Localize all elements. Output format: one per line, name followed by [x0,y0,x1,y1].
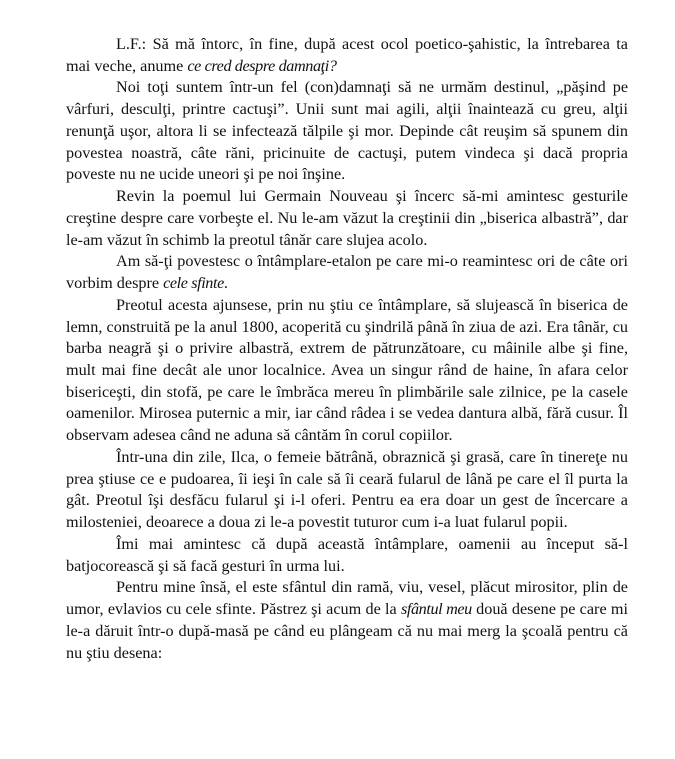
text-segment: Îmi mai amintesc că după această întâmplare, oamenii au început să-l batjocorească şi să facă gesturi în urma lui. [66,534,628,575]
paragraph-priest-description [66,295,628,447]
text-segment: Preotul acesta ajunsese, prin nu ştiu ce întâmplare, să slujească în biserica de lemn, construită pe la anul 1800, acoperită cu şindrilă până în ziua de azi. Era tânăr, cu barba neagră şi o privire albastră, extrem de pătrunzătoare, cu mâinile albe şi fine, mult mai fine decât ale unor localnice. Avea un singur rând de haine, în afara celor bisericeşti, din stofă, pe care le îmbrăca mereu în plimbările sale zilnice, pe la casele oamenilor. Mirosea puternic a mir, iar când râdea i se vedea dantura albă, fără cusur. Îl observam adesea când ne aduna să cântăm în corul copiilor. [66,295,628,445]
text-segment: Noi toţi suntem într-un fel (con)damnaţi să ne urmăm destinul, „păşind pe vârfuri, desculţi, printre cactuşi”. Unii sunt mai agili, alţii înaintează cu greu, alţii renunţă uşor, altora li se infectează tălpile şi mor. Depinde cât reuşim să spunem din povestea noastră, câte răni, pricinuite de cactuşi, putem vindeca şi dacă propria poveste nu ne ucide uneori şi pe noi înşine. [66,78,628,184]
text-segment: două desene pe care mi le-a dăruit într-o după-masă pe când eu plângeam că nu mai merg la şcoală pentru că nu ştiu desena: [66,600,628,662]
text-segment: L.F.: Să mă întorc, în fine, după acest ocol poetico-şahistic, la întrebarea ta mai veche, anume [66,35,628,75]
paragraph-condemned [66,77,628,186]
paragraph-mockery [66,534,628,577]
text-segment: Într-una din zile, Ilca, o femeie bătrână, obraznică şi grasă, care în tinereţe nu prea ştiuse ce e pudoarea, îi ieşi în cale să îi ceară fularul de lână pe care el îl purta la gât. Preotul îşi desfăcu fularul şi i-l oferi. Pentru ea era doar un gest de încercare a milosteniei, deoarece a doua zi le-a povestit tuturor cum i-a luat fularul popii. [66,447,628,532]
italic-phrase: cele sfinte [163,274,224,293]
paragraph-etalon-story [66,251,628,294]
paragraph-germain-nouveau [66,186,628,251]
text-segment: . [223,274,228,293]
paragraph-ilca-scarf [66,447,628,534]
italic-phrase: ce cred despre damnaţi? [187,56,337,75]
italic-phrase: sfântul meu [400,600,472,619]
text-segment: Pentru mine însă, el este sfântul din ramă, viu, vesel, plăcut mirositor, plin de umor, evlavios cu cele sfinte. Păstrez şi acum de la [66,578,628,619]
document-page [66,34,628,664]
text-segment: Am să-ţi povestesc o întâmplare-etalon pe care mi-o reamintesc ori de câte ori vorbim despre [66,252,628,293]
paragraph-saint-drawings [66,577,628,664]
text-segment: Revin la poemul lui Germain Nouveau şi încerc să-mi amintesc gesturile creştine despre care vorbeşte el. Nu le-am văzut la creştinii din „biserica albastră”, dar le-am văzut în schimb la preotul tânăr care slujea acolo. [66,187,628,249]
paragraph-lf-question [66,34,628,77]
